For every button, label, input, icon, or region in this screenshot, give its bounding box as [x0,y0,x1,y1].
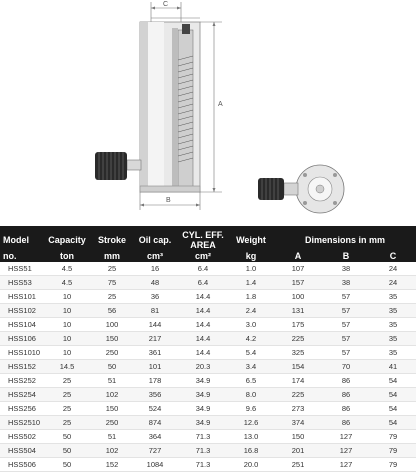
cell-dim-b: 57 [322,304,370,318]
cell-weight: 16.8 [228,444,274,458]
cell-capacity: 25 [42,416,92,430]
cell-weight: 3.0 [228,318,274,332]
cell-area: 34.9 [178,402,228,416]
cell-dim-c: 35 [370,346,416,360]
cell-oil-cap: 217 [132,332,178,346]
table-row [0,374,416,388]
table-row [0,402,416,416]
cell-dim-b: 127 [322,430,370,444]
cell-dim-b: 57 [322,318,370,332]
cell-oil-cap: 874 [132,416,178,430]
cell-dim-b: 38 [322,262,370,276]
cell-area: 71.3 [178,430,228,444]
cell-stroke: 25 [92,290,132,304]
cell-dim-c: 35 [370,290,416,304]
table-row [0,290,416,304]
cell-oil-cap: 16 [132,262,178,276]
cell-dim-c: 24 [370,276,416,290]
cell-oil-cap: 36 [132,290,178,304]
unit-dim-c: C [370,250,416,262]
cell-dim-c: 54 [370,388,416,402]
cell-dim-b: 38 [322,276,370,290]
cell-stroke: 102 [92,388,132,402]
header-stroke: Stroke [92,226,132,250]
cell-dim-a: 174 [274,374,322,388]
table-header-row [0,226,416,250]
cell-dim-a: 150 [274,430,322,444]
cell-area: 14.4 [178,304,228,318]
table-row [0,388,416,402]
cell-oil-cap: 144 [132,318,178,332]
cell-capacity: 10 [42,346,92,360]
cell-area: 34.9 [178,388,228,402]
dimension-c-label: C [163,1,169,8]
cell-capacity: 14.5 [42,360,92,374]
cylinder-technical-drawing [0,0,416,225]
cell-weight: 1.4 [228,276,274,290]
cell-capacity: 10 [42,290,92,304]
unit-stroke: mm [92,250,132,262]
cell-oil-cap: 356 [132,388,178,402]
cell-dim-a: 154 [274,360,322,374]
cell-oil-cap: 48 [132,276,178,290]
cell-dim-a: 131 [274,304,322,318]
header-dimensions: Dimensions in mm [274,226,416,250]
cell-stroke: 75 [92,276,132,290]
cell-oil-cap: 524 [132,402,178,416]
table-row [0,332,416,346]
cell-capacity: 4.5 [42,276,92,290]
cell-capacity: 10 [42,304,92,318]
cell-dim-c: 54 [370,402,416,416]
cell-capacity: 10 [42,318,92,332]
unit-area: cm² [178,250,228,262]
cell-stroke: 50 [92,360,132,374]
header-capacity: Capacity [42,226,92,250]
cell-model: HSS106 [0,332,42,346]
cell-capacity: 25 [42,402,92,416]
cell-area: 71.3 [178,444,228,458]
cell-weight: 13.0 [228,430,274,444]
header-oil-cap: Oil cap. [132,226,178,250]
cell-model: HSS252 [0,374,42,388]
table-row [0,444,416,458]
cell-stroke: 56 [92,304,132,318]
cell-oil-cap: 361 [132,346,178,360]
cell-capacity: 50 [42,430,92,444]
cell-area: 34.9 [178,374,228,388]
cell-dim-a: 374 [274,416,322,430]
cell-dim-c: 35 [370,332,416,346]
cell-model: HSS2510 [0,416,42,430]
cell-dim-c: 35 [370,304,416,318]
cell-oil-cap: 727 [132,444,178,458]
table-row [0,416,416,430]
cell-stroke: 102 [92,444,132,458]
cell-stroke: 250 [92,346,132,360]
cell-weight: 2.4 [228,304,274,318]
cell-area: 14.4 [178,332,228,346]
table-row [0,262,416,276]
cell-model: HSS53 [0,276,42,290]
cell-oil-cap: 364 [132,430,178,444]
cell-area: 6.4 [178,262,228,276]
header-cyl-eff-line2: AREA [190,240,216,250]
cell-capacity: 50 [42,458,92,472]
cell-weight: 4.2 [228,332,274,346]
cell-area: 6.4 [178,276,228,290]
unit-capacity: ton [42,250,92,262]
cell-stroke: 152 [92,458,132,472]
cell-stroke: 25 [92,262,132,276]
cell-weight: 5.4 [228,346,274,360]
dimension-a-label: A [218,101,223,108]
cell-stroke: 150 [92,332,132,346]
unit-weight: kg [228,250,274,262]
cell-model: HSS504 [0,444,42,458]
cell-dim-b: 86 [322,416,370,430]
cell-dim-a: 273 [274,402,322,416]
cell-capacity: 25 [42,388,92,402]
cell-dim-c: 41 [370,360,416,374]
cell-oil-cap: 101 [132,360,178,374]
cell-dim-b: 86 [322,374,370,388]
cell-dim-a: 175 [274,318,322,332]
cell-weight: 8.0 [228,388,274,402]
cell-weight: 1.0 [228,262,274,276]
cell-dim-a: 325 [274,346,322,360]
cell-dim-b: 127 [322,458,370,472]
cell-area: 34.9 [178,416,228,430]
table-row [0,430,416,444]
unit-dim-a: A [274,250,322,262]
cell-capacity: 10 [42,332,92,346]
cell-model: HSS101 [0,290,42,304]
cell-weight: 9.6 [228,402,274,416]
table-row [0,304,416,318]
cell-stroke: 100 [92,318,132,332]
cell-model: HSS104 [0,318,42,332]
cell-model: HSS506 [0,458,42,472]
cell-dim-a: 225 [274,388,322,402]
cell-model: HSS256 [0,402,42,416]
table-units-row [0,250,416,262]
cell-weight: 6.5 [228,374,274,388]
unit-model: no. [0,250,42,262]
table-row [0,276,416,290]
header-cyl-eff-area [178,226,228,250]
header-weight: Weight [228,226,274,250]
cell-area: 20.3 [178,360,228,374]
cell-oil-cap: 1084 [132,458,178,472]
cell-dim-c: 35 [370,318,416,332]
cell-dim-b: 70 [322,360,370,374]
cell-dim-a: 100 [274,290,322,304]
unit-dim-b: B [322,250,370,262]
unit-oil-cap: cm³ [132,250,178,262]
cell-weight: 12.6 [228,416,274,430]
cell-area: 14.4 [178,318,228,332]
cell-model: HSS102 [0,304,42,318]
cell-dim-c: 24 [370,262,416,276]
cell-dim-b: 127 [322,444,370,458]
cell-capacity: 4.5 [42,262,92,276]
cell-dim-c: 79 [370,430,416,444]
cell-model: HSS502 [0,430,42,444]
cell-capacity: 25 [42,374,92,388]
cell-dim-b: 57 [322,346,370,360]
cell-dim-b: 57 [322,290,370,304]
cell-area: 14.4 [178,346,228,360]
table-row [0,360,416,374]
cell-stroke: 150 [92,402,132,416]
header-model: Model [0,226,42,250]
header-cyl-eff-line1: CYL. EFF. [182,230,224,240]
cell-weight: 3.4 [228,360,274,374]
cell-stroke: 51 [92,374,132,388]
cell-dim-b: 86 [322,388,370,402]
cell-model: HSS1010 [0,346,42,360]
cell-stroke: 51 [92,430,132,444]
cell-model: HSS152 [0,360,42,374]
cell-dim-a: 107 [274,262,322,276]
cell-dim-a: 157 [274,276,322,290]
table-row [0,318,416,332]
cell-dim-a: 225 [274,332,322,346]
cell-oil-cap: 81 [132,304,178,318]
cell-dim-c: 79 [370,444,416,458]
cell-model: HSS51 [0,262,42,276]
cell-weight: 20.0 [228,458,274,472]
cell-dim-c: 54 [370,374,416,388]
cell-dim-c: 79 [370,458,416,472]
cell-dim-b: 57 [322,332,370,346]
cell-dim-a: 201 [274,444,322,458]
cell-oil-cap: 178 [132,374,178,388]
cell-dim-b: 86 [322,402,370,416]
cell-model: HSS254 [0,388,42,402]
cell-dim-a: 251 [274,458,322,472]
cell-area: 14.4 [178,290,228,304]
table-row [0,346,416,360]
dimension-b-label: B [166,197,171,204]
cell-weight: 1.8 [228,290,274,304]
specification-table [0,226,416,472]
cell-capacity: 50 [42,444,92,458]
cell-dim-c: 54 [370,416,416,430]
cell-stroke: 250 [92,416,132,430]
cell-area: 71.3 [178,458,228,472]
